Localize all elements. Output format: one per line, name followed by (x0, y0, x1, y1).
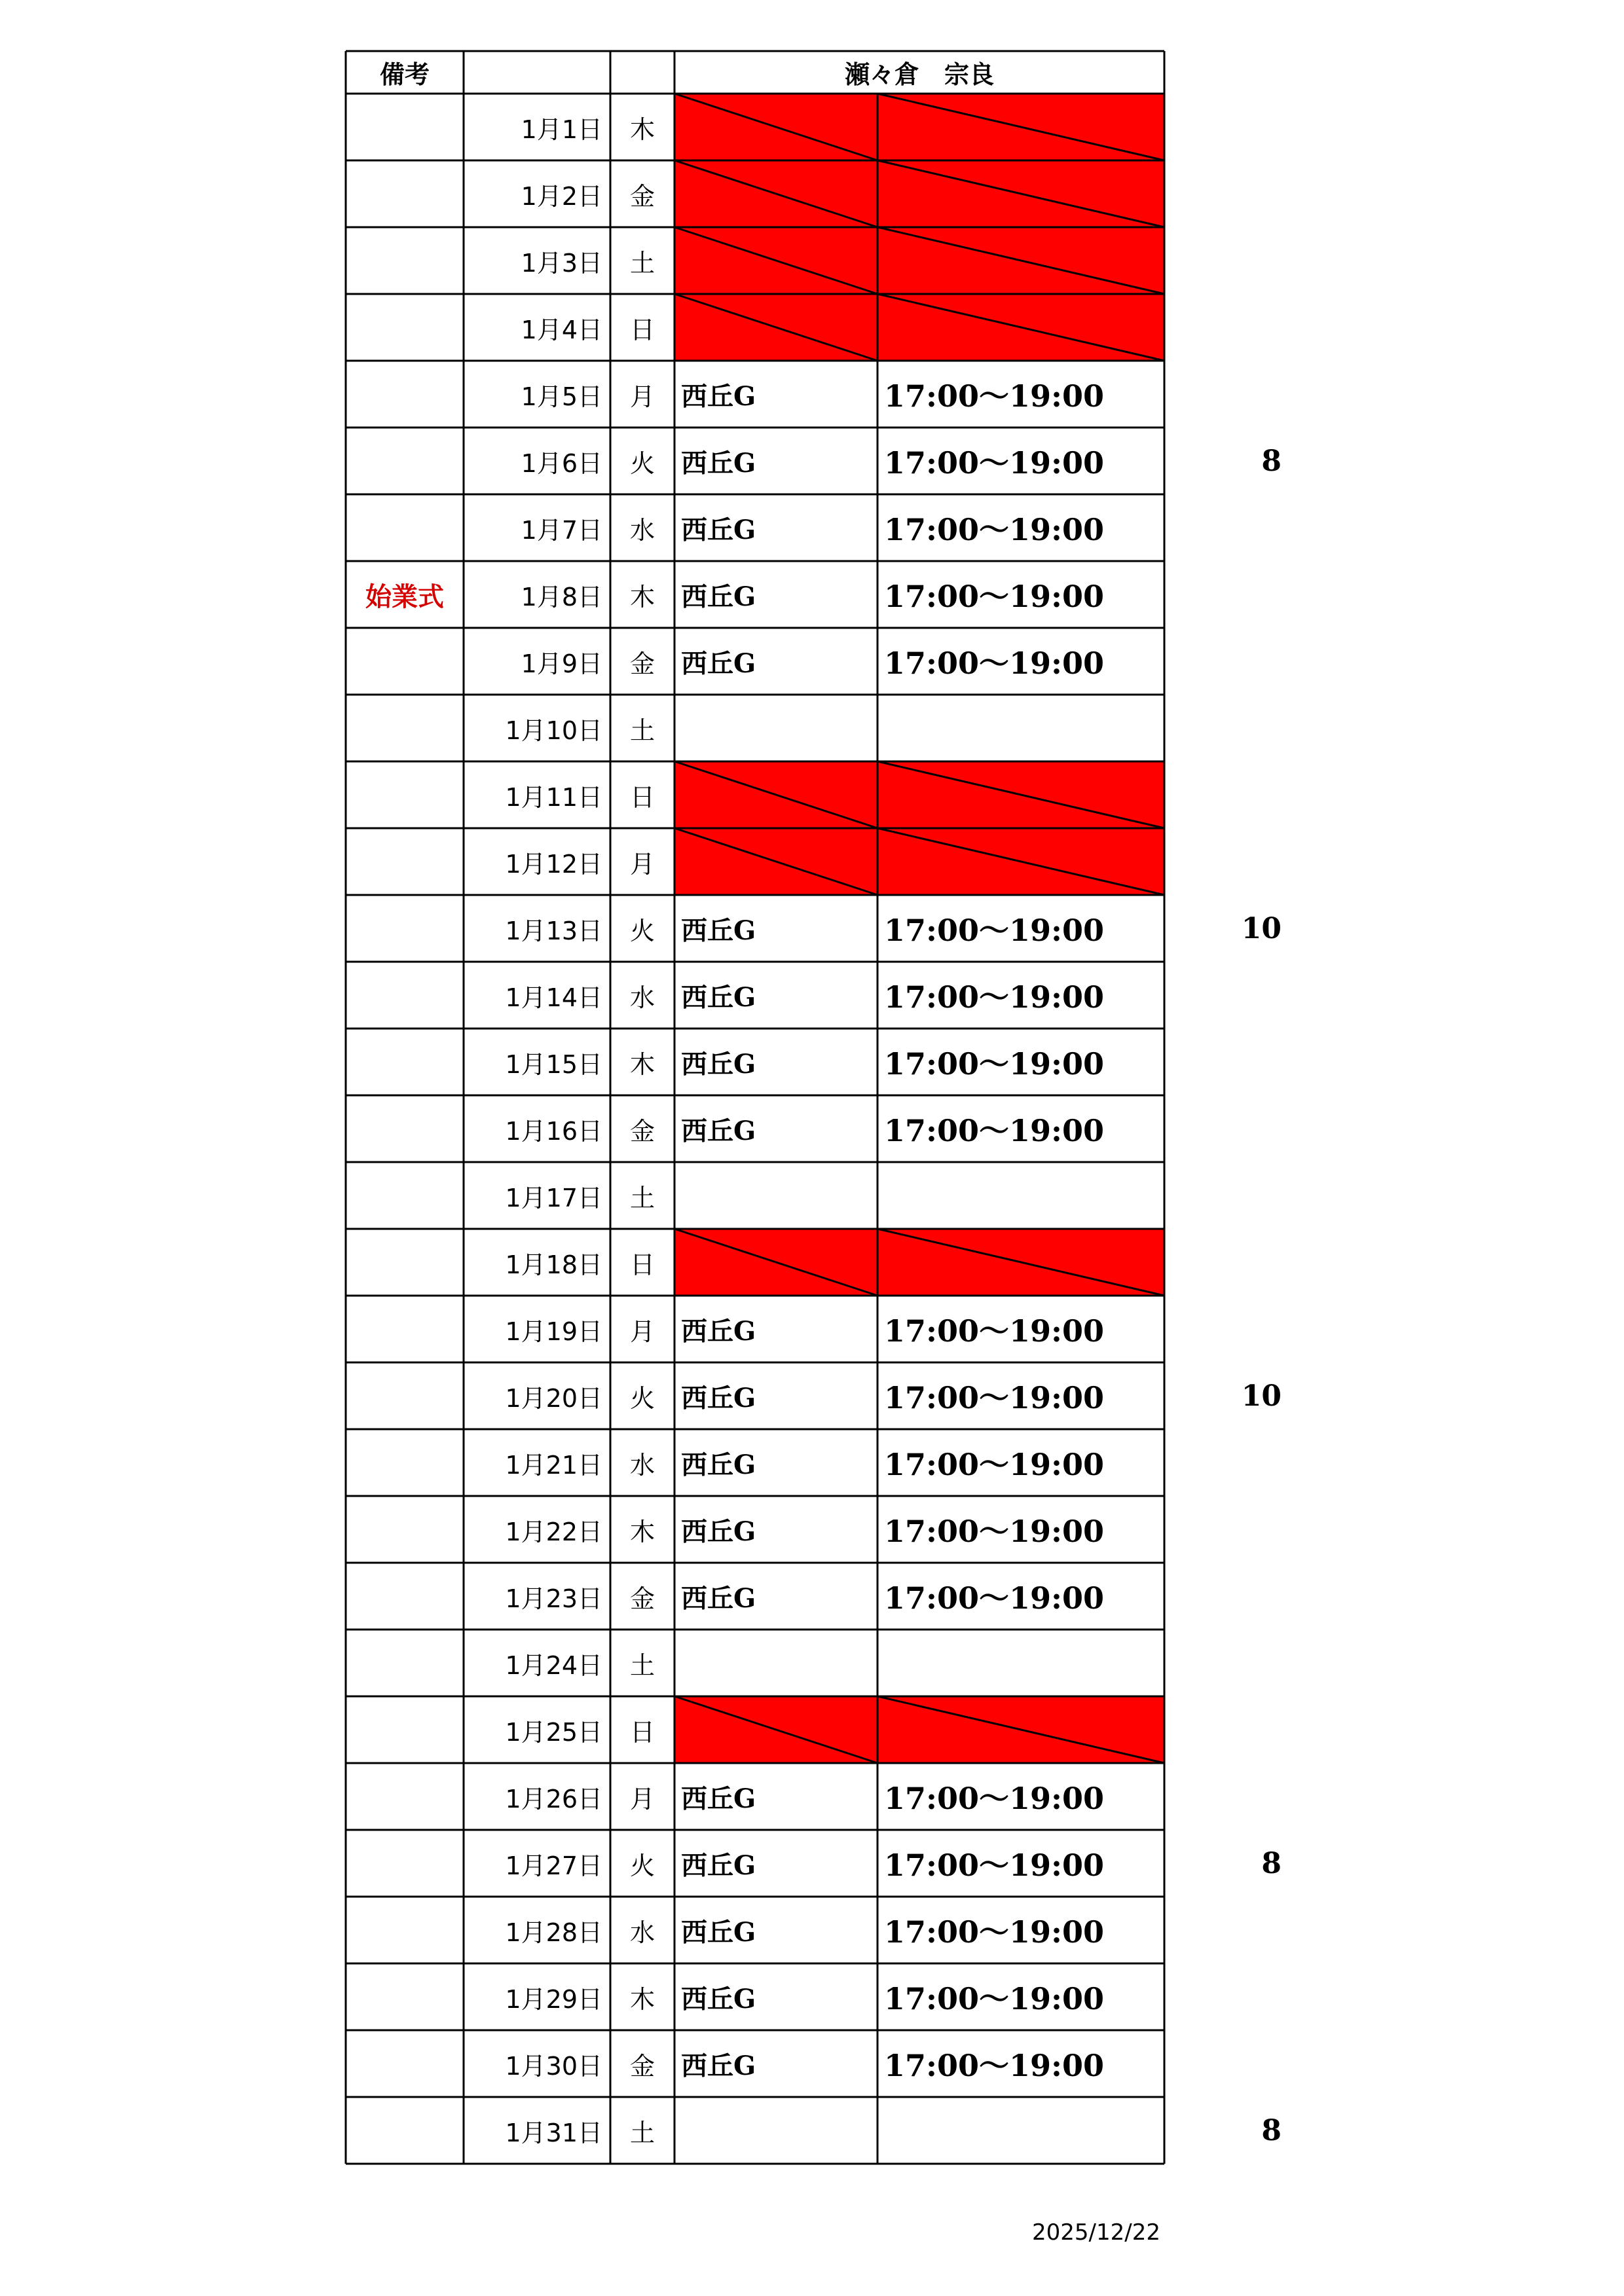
time-cell: 17:00～19:00 (884, 1981, 1105, 2016)
weekday-cell: 土 (629, 1650, 655, 1680)
weekday-cell: 日 (629, 1717, 655, 1747)
weekday-cell: 土 (629, 248, 655, 278)
time-cell: 17:00～19:00 (884, 2048, 1105, 2083)
weekday-cell: 木 (629, 1517, 655, 1546)
weekday-cell: 金 (629, 1584, 655, 1613)
weekday-cell: 金 (629, 2051, 655, 2081)
location-cell: 西丘G (681, 647, 756, 679)
time-cell: 17:00～19:00 (884, 1380, 1105, 1415)
location-cell: 西丘G (681, 1582, 756, 1614)
weekly-count: 8 (1261, 444, 1282, 478)
weekday-cell: 土 (629, 716, 655, 745)
footer-date: 2025/12/22 (1032, 2219, 1160, 2246)
weekly-count: 8 (1261, 1846, 1282, 1880)
location-cell: 西丘G (681, 1783, 756, 1814)
header-player-name: 瀬々倉 宗良 (844, 60, 994, 89)
weekday-cell: 火 (629, 916, 655, 945)
time-cell: 17:00～19:00 (884, 1848, 1105, 1883)
weekly-count: 10 (1241, 1379, 1282, 1413)
time-cell: 17:00～19:00 (884, 445, 1105, 481)
date-cell: 1月18日 (505, 1250, 602, 1279)
date-cell: 1月1日 (521, 115, 602, 144)
weekday-cell: 木 (629, 582, 655, 611)
date-cell: 1月23日 (505, 1584, 602, 1613)
weekly-count: 10 (1241, 911, 1282, 945)
date-cell: 1月10日 (505, 716, 602, 745)
weekday-cell: 水 (629, 1450, 655, 1480)
time-cell: 17:00～19:00 (884, 1313, 1105, 1349)
weekday-cell: 月 (629, 1784, 655, 1813)
time-cell: 17:00～19:00 (884, 1914, 1105, 1950)
location-cell: 西丘G (681, 1315, 756, 1347)
time-cell: 17:00～19:00 (884, 979, 1105, 1015)
date-cell: 1月20日 (505, 1383, 602, 1413)
location-cell: 西丘G (681, 1115, 756, 1146)
date-cell: 1月30日 (505, 2051, 602, 2081)
location-cell: 西丘G (681, 915, 756, 946)
location-cell: 西丘G (681, 1850, 756, 1881)
date-cell: 1月27日 (505, 1851, 602, 1880)
location-cell: 西丘G (681, 1983, 756, 2014)
date-cell: 1月15日 (505, 1049, 602, 1079)
weekday-cell: 金 (629, 181, 655, 211)
date-cell: 1月26日 (505, 1784, 602, 1813)
weekday-cell: 月 (629, 1317, 655, 1346)
weekday-cell: 火 (629, 448, 655, 478)
weekday-cell: 土 (629, 2118, 655, 2147)
date-cell: 1月3日 (521, 248, 602, 278)
date-cell: 1月22日 (505, 1517, 602, 1546)
location-cell: 西丘G (681, 380, 756, 412)
weekday-cell: 水 (629, 515, 655, 545)
weekday-cell: 月 (629, 382, 655, 411)
weekday-cell: 土 (629, 1183, 655, 1212)
date-cell: 1月13日 (505, 916, 602, 945)
time-cell: 17:00～19:00 (884, 378, 1105, 414)
date-cell: 1月7日 (521, 515, 602, 545)
time-cell: 17:00～19:00 (884, 1514, 1105, 1549)
date-cell: 1月17日 (505, 1183, 602, 1212)
date-cell: 1月14日 (505, 983, 602, 1012)
location-cell: 西丘G (681, 1449, 756, 1480)
date-cell: 1月6日 (521, 448, 602, 478)
date-cell: 1月12日 (505, 849, 602, 879)
time-cell: 17:00～19:00 (884, 1113, 1105, 1148)
time-cell: 17:00～19:00 (884, 1046, 1105, 1082)
weekday-cell: 水 (629, 983, 655, 1012)
location-cell: 西丘G (681, 1048, 756, 1080)
location-cell: 西丘G (681, 514, 756, 545)
date-cell: 1月9日 (521, 649, 602, 678)
location-cell: 西丘G (681, 981, 756, 1013)
date-cell: 1月19日 (505, 1317, 602, 1346)
time-cell: 17:00～19:00 (884, 579, 1105, 614)
weekly-count: 8 (1261, 2113, 1282, 2147)
date-cell: 1月2日 (521, 181, 602, 211)
time-cell: 17:00～19:00 (884, 1781, 1105, 1816)
date-cell: 1月25日 (505, 1717, 602, 1747)
date-cell: 1月29日 (505, 1984, 602, 2014)
header-remarks: 備考 (379, 60, 430, 89)
location-cell: 西丘G (681, 1916, 756, 1948)
date-cell: 1月11日 (505, 782, 602, 812)
remark-text: 始業式 (365, 581, 444, 612)
weekday-cell: 金 (629, 1116, 655, 1146)
weekday-cell: 水 (629, 1918, 655, 1947)
weekday-cell: 木 (629, 1984, 655, 2014)
date-cell: 1月28日 (505, 1918, 602, 1947)
location-cell: 西丘G (681, 447, 756, 479)
location-cell: 西丘G (681, 2050, 756, 2081)
location-cell: 西丘G (681, 1382, 756, 1413)
time-cell: 17:00～19:00 (884, 1580, 1105, 1616)
date-cell: 1月4日 (521, 315, 602, 344)
weekday-cell: 月 (629, 849, 655, 879)
weekday-cell: 日 (629, 782, 655, 812)
weekday-cell: 火 (629, 1851, 655, 1880)
weekday-cell: 金 (629, 649, 655, 678)
time-cell: 17:00～19:00 (884, 512, 1105, 547)
date-cell: 1月31日 (505, 2118, 602, 2147)
date-cell: 1月5日 (521, 382, 602, 411)
location-cell: 西丘G (681, 581, 756, 612)
weekday-cell: 日 (629, 315, 655, 344)
time-cell: 17:00～19:00 (884, 913, 1105, 948)
weekday-cell: 木 (629, 115, 655, 144)
date-cell: 1月8日 (521, 582, 602, 611)
date-cell: 1月16日 (505, 1116, 602, 1146)
date-cell: 1月21日 (505, 1450, 602, 1480)
time-cell: 17:00～19:00 (884, 1447, 1105, 1482)
weekday-cell: 木 (629, 1049, 655, 1079)
location-cell: 西丘G (681, 1516, 756, 1547)
weekday-cell: 火 (629, 1383, 655, 1413)
date-cell: 1月24日 (505, 1650, 602, 1680)
time-cell: 17:00～19:00 (884, 646, 1105, 681)
weekday-cell: 日 (629, 1250, 655, 1279)
